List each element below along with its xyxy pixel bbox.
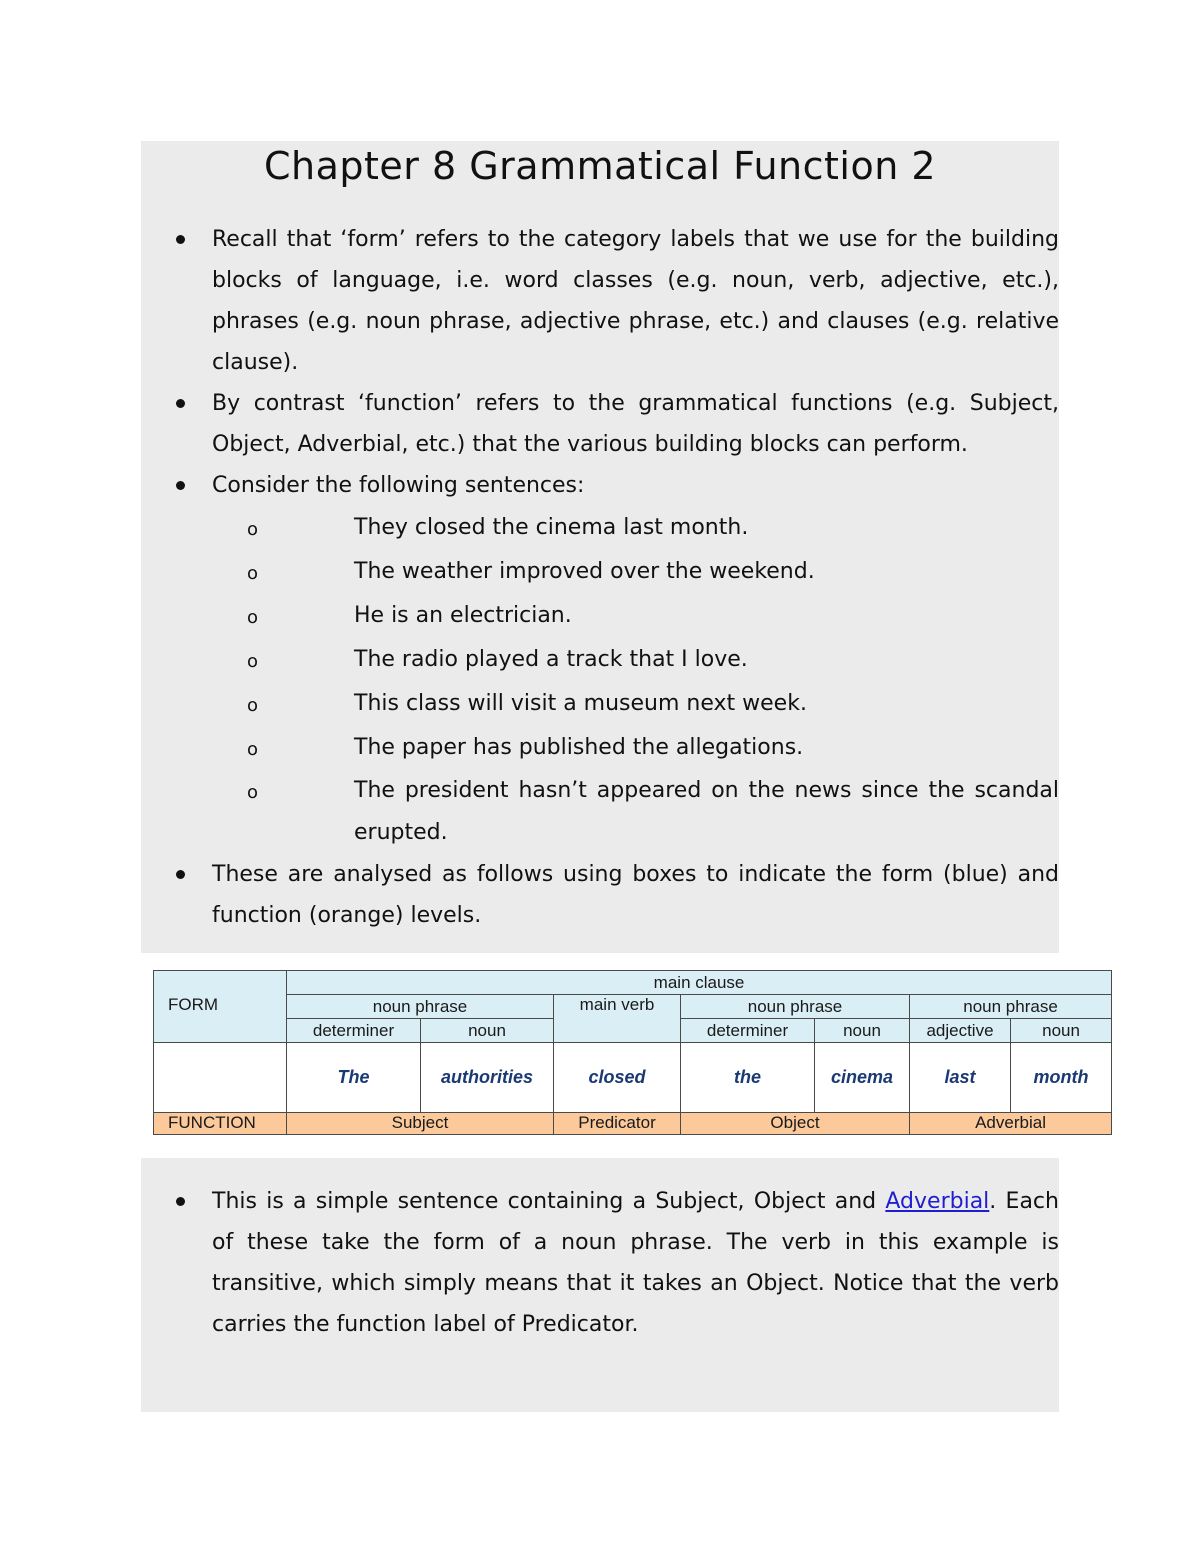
word-cell: the	[681, 1043, 815, 1112]
word-class-cell: noun	[1011, 1019, 1112, 1043]
sentence-text: o The paper has published the allegations.	[354, 735, 804, 760]
word-class-cell: determiner	[681, 1019, 815, 1043]
word-class-cell: noun	[421, 1019, 554, 1043]
word-cell: closed	[554, 1043, 681, 1112]
sentence-item	[141, 770, 1059, 854]
bottom-panel	[141, 1158, 1059, 1412]
sentence-item	[141, 638, 1059, 682]
bullet-text: By contrast ‘function’ refers to the grammatical functions (e.g. Subject, Object, Adverbial, etc.) that the various building blocks can perform.	[212, 391, 1059, 457]
list-item	[141, 1181, 1059, 1345]
word-class-cell: adjective	[910, 1019, 1011, 1043]
function-cell: Adverbial	[910, 1112, 1112, 1134]
list-item	[141, 465, 1059, 854]
grammar-table	[153, 970, 1112, 1135]
word-cell: last	[910, 1043, 1011, 1112]
sentence-text: o The radio played a track that I love.	[354, 647, 748, 672]
word-cell: month	[1011, 1043, 1112, 1112]
phrase-cell: noun phrase	[287, 995, 554, 1019]
bullet-text: . Each of these take the form of a noun phrase. The verb in this example is transitive, which simply means that it takes an Object. Notice that the verb carries the function label of Predicator.	[212, 1189, 1059, 1337]
word-class-cell: noun	[815, 1019, 910, 1043]
bullet-text: Recall that ‘form’ refers to the category labels that we use for the building blocks of language, i.e. word classes (e.g. noun, verb, adjective, etc.), phrases (e.g. noun phrase, adjective phrase, etc.) and clauses (e.g. relative clause).	[212, 227, 1059, 375]
list-item	[141, 219, 1059, 383]
sentence-item	[141, 506, 1059, 550]
word-cell: cinema	[815, 1043, 910, 1112]
bullet-list	[141, 1181, 1059, 1345]
sentence-text: o They closed the cinema last month.	[354, 515, 749, 540]
list-item	[141, 854, 1059, 936]
sentence-text: o The president hasn’t appeared on the news since the scandal erupted.	[354, 778, 1059, 845]
empty-cell	[154, 1043, 287, 1112]
sentence-item	[141, 726, 1059, 770]
sentence-item	[141, 682, 1059, 726]
sentence-text: o He is an electrician.	[354, 603, 572, 628]
page-title: Chapter 8 Grammatical Function 2	[263, 144, 937, 188]
sentence-item	[141, 550, 1059, 594]
word-class-cell: determiner	[287, 1019, 421, 1043]
word-cell: authorities	[421, 1043, 554, 1112]
phrase-cell: main verb	[554, 995, 681, 1043]
function-cell: Subject	[287, 1112, 554, 1134]
bullet-text: This is a simple sentence containing a Subject, Object and	[212, 1189, 886, 1214]
clause-cell: main clause	[287, 971, 1112, 995]
phrase-cell: noun phrase	[681, 995, 910, 1019]
sentence-text: o This class will visit a museum next week.	[354, 691, 807, 716]
form-label: FORM	[154, 971, 287, 1043]
phrase-cell: noun phrase	[910, 995, 1112, 1019]
adverbial-link[interactable]: Adverbial	[885, 1189, 990, 1214]
bullet-list	[141, 219, 1059, 936]
function-cell: Predicator	[554, 1112, 681, 1134]
top-panel	[141, 141, 1059, 953]
word-cell: The	[287, 1043, 421, 1112]
sentence-list	[212, 506, 1059, 854]
function-label: FUNCTION	[154, 1112, 287, 1134]
bullet-text: These are analysed as follows using boxes to indicate the form (blue) and function (orange) levels.	[212, 862, 1059, 928]
sentence-item	[141, 594, 1059, 638]
bullet-text: Consider the following sentences:	[212, 473, 585, 498]
list-item	[141, 383, 1059, 465]
function-cell: Object	[681, 1112, 910, 1134]
sentence-text: o The weather improved over the weekend.	[354, 559, 815, 584]
